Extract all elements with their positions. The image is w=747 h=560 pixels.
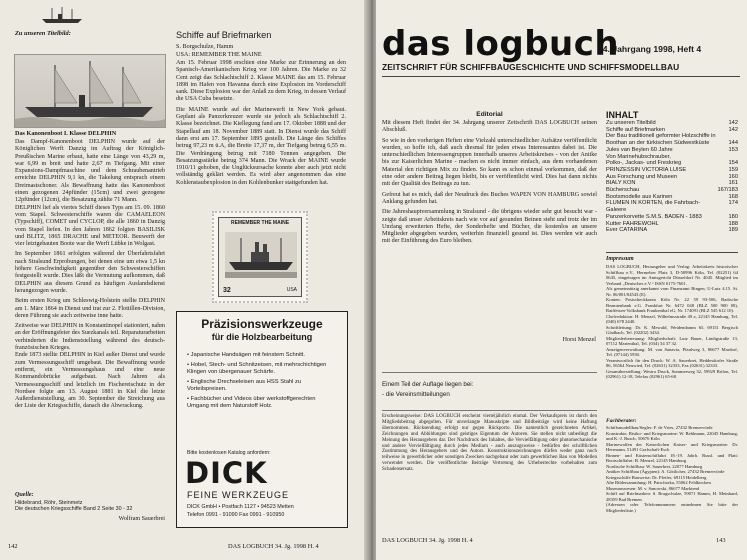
sources-text: Hildebrand, Röhr, Steinmetz Die deutschen Kriegsschiffe Band 2 Seite 30 - 32 xyxy=(15,500,133,513)
ad-bullet: • Englische Drechseleisen aus HSS Stahl zu Vorteilspreisen. xyxy=(187,379,302,392)
toc-entry: Polko-, Jackas- und Freskrieg 154 xyxy=(606,160,738,167)
editorial-title: Editorial xyxy=(476,111,503,118)
ad-phone: Telefon 0991 - 91090 Fax 0991 - 910950 xyxy=(187,512,285,518)
impressum-title: Impressum xyxy=(606,256,634,262)
notes-rule xyxy=(382,372,597,373)
ad-bullets xyxy=(187,352,337,410)
left-page xyxy=(0,0,368,560)
right-footer: DAS LOGBUCH 34. Jg. 1998 H. 4 xyxy=(382,537,473,544)
right-page xyxy=(376,0,747,560)
stamp-value: 32 xyxy=(223,287,231,294)
fachberater-text: Schiffsmodellbau/Segler: F. de Vries, 27432 Bremervörde Konstrukte, Risiko- und Kriegsmarine: W. Behlmann, 22045 Hamburg, und K.-J. Busch, 50676 Köln Marinewaffen der Kaiserlichen Kaiser- und Kriegsmarine: Dr. Herrmann, 51491 Grafschaft-Esch Binnen- und Küstenschiffahrt 18.-19. Jahrh. Russl. und Platt: Bootschiffahrt: B. Menzel, 22145 Hamburg Nordische Schiffbau: W. Sauerbrei, 22077 Hamburg Antiker Schiffbau (Ägypten): A. Göttlicher, 27432 Bremervörde Kriegsschiffe Bauweise: Dr. Pfeifer, 69115 Heidelberg Alte Bildersammlung: H. Patschorka, 55062 Feldkirchen Museumswesen: M. v. Sanowski, 86677 Marktend Schiff auf Briefmarken: S. Borgschulze, 59071 Hamm, H. Meinhard, 28359 Bad Bremen (Adressen oder Telefonnummern entnehmen Sie bitte der Mitgliederliste.) xyxy=(606,425,738,513)
ad-bullet: • Fachbücher und Videos über werkstoffgerechten Umgang mit dem Naturstoff Holz. xyxy=(187,396,316,409)
toc-entry: Von Marinehubschrauber, xyxy=(606,153,671,160)
article-author: Wolfram Sauerbrei xyxy=(118,516,165,522)
magazine-logo: das logbuch xyxy=(382,24,620,64)
editorial-body xyxy=(382,120,597,246)
toc-entry: Der Bau traditionell geformter Holzschiffe in Boothan an der türkischen Südwestküste 144 xyxy=(606,133,738,147)
editorial-paragraph: Mit diesem Heft findet der 34. Jahrgang unserer Zeitschrift DAS LOGBUCH seinen Abschluß. xyxy=(382,120,597,134)
magazine-subtitle: ZEITSCHRIFT FÜR SCHIFFBAUGESCHICHTE UND SCHIFFSMODELLBAU xyxy=(382,62,680,72)
toc-entry: Jules van Beylen 60 Jahre 153 xyxy=(606,146,738,153)
stamp-paragraph: Am 15. Februar 1998 erschien eine Marke zur Erinnerung an den Spanisch-Amerikanischen Krieg vor 100 Jahren. Die Marke zu 32 Cent zeigt das Schlachtschiff 2. Klasse MAINE das am 15. Februar 1898 im Hafen von Havanna durch eine Explosion im Vorderschiff sank. Diese Explosion war der Anlaß zu dem Krieg, in dessen Verlauf die USA Cuba besetzte. xyxy=(176,60,346,103)
section-label: Zu unseren Titelbild: xyxy=(15,30,71,37)
article-paragraph: Beim ersten Krieg um Schleswig-Holstein stellte DELPHIN am 1. März 1864 in Dienst und trat zur 2. Flottillen-Division, deren Führung sie auch zeitweise inne hatte. xyxy=(15,298,165,319)
toc-entry: Kutter FAHREWOHL 188 xyxy=(606,220,738,227)
issue-label: 34. Jahrgang 1998, Heft 4 xyxy=(598,44,702,54)
ad-bullet: • Hobel, Stech- und Schnitzeisen, mit mehrschichtigen Klingen von übergenauer Schärfe. xyxy=(187,362,327,375)
toc-entry: Bootsmodelle aus Karinen 168 xyxy=(606,193,738,200)
stamp-ship-icon xyxy=(225,232,297,278)
left-page-number: 142 xyxy=(8,543,18,550)
article-paragraph: DELPHIN lief als viertes Schiff dieses Typs am 15. 09. 1860 vom Stapel. Schwesterschiffe waren die CAMAELEON (Typschiff), COMET und CYCLOP, die alle 1860 in Danzig vom Stapel liefen. In den Jahren 1862 folgten BASILISK und BLITZ, 1865 DRACHE und METEOR. Beuwerft der vier letztgebauten Boote war die Werft Lübke in Wolgast. xyxy=(15,204,165,248)
toc-entry: PRINZESSIN VICTORIA LUISE 159 xyxy=(606,166,738,173)
stamp-column-subtitle: USA: REMEMBER THE MAINE xyxy=(176,51,262,58)
stamp-column-author: S. Borgschulze, Hamm xyxy=(176,43,234,50)
ad-brand-logo: DICK xyxy=(185,456,268,490)
cover-photo xyxy=(14,54,166,128)
header-rule xyxy=(382,76,740,77)
editorial-paragraph: So wie in den vorherigen Heften eine Vielzahl unterschiedlicher Aufsätze veröffentlicht wurden, so hoffe ich, daß auch diesmal für jeden etwas Interessantes dabei ist. Die unterschiedlichen Interessengruppen innerhalb unseres Arbeitskreises - von der Antike bis zur Kaiserlichen Marine - machen es nicht immer einfach, aus dem vorhandenen Material den richtigen Mix zu finden. So kann es schon einmal vorkommen, daß der eine oder andere Beitrag liegen bleibt, bis er veröffentlicht wird. Dies hat dann nichts mit der Qualität des Beitrags zu tun. xyxy=(382,137,597,188)
toc-entry: FLUMEN IN KORTEN, die Fahrbach-Galeere 174 xyxy=(606,200,738,214)
right-page-number: 143 xyxy=(716,537,726,544)
article-paragraph: Im September 1861 erfolgten während der Überfahrtsfahrt nach Stralsund Erprobungen, bei denen eine um etwa 1,5 kn höhere Geschwindigkeit gegenüber den Schwesterschiffen festgestellt wurde. Dies läßt die Vermutung aufkommen, daß DELPHIN aus diesem Grund zu häufigen Auslandsdienst herangezogen wurde. xyxy=(15,251,165,294)
toc-entry: Bücherschau 167/183 xyxy=(606,187,738,194)
editorial-author: Horst Menzel xyxy=(562,337,596,343)
article-paragraph: Ende 1873 stellte DELPHIN in Kiel außer Dienst und wurde zum Vermessungsschiff umgebaut. Die Bewaffnung wurde entfernt, ein Vermessungshaus und eine neue Kommandobrücke aufgebaut. Nach Jahren als Vermessungsschiff und letztlich im Fischereischutz in der Nordsee folgte am 13. August 1881 in Kiel die letzte Außerdienststellung, am 30. September die Streichung aus der Liste der Kriegsschiffe, danach die Abwrackung. xyxy=(15,352,165,410)
stamp-column-title: Schiffe auf Briefmarken xyxy=(176,30,272,40)
toc-title: INHALT xyxy=(606,110,639,120)
ad-bullet: • Japanische Handsägen mit feinstem Schnitt. xyxy=(187,352,306,358)
stamp-country: USA xyxy=(286,287,297,293)
supplement-notes xyxy=(382,380,597,400)
stamp-paragraph: Die MAINE wurde auf der Marinewerft in New York gebaut. Geplant als Panzerkreuzer wurde sie jedoch als Schlachtschiff 2. Klasse bezeichnet. Die Kiellegung fand am 17. Oktober 1888 und der Stapellauf am 18. November 1889 statt. In Dienst wurde das Schiff dann erst am 17. September 1895 gestellt. Die Länge des Schiffes betrug 97,23 m ü.A, die Breite 17,37 m, der Tiefgang betrug 6,55 m. Die Verdrängung betrug mit 7180 Tonnen angegeben. Die Besatzungsstärke betrug 374 Mann. Die Wrack der MAINE wurde 1910/11 gehoben, die Unglücksursache konnte aber auch jetzt nicht vollständig geklärt werden. Es wird aber angenommen das eine Kohlenstaubexplosion in den Kohlenbunker stattgefunden hat. xyxy=(176,106,346,186)
article-paragraph: Das Dampf-Kanonenboot DELPHIN wurde auf der Königlichen Werft Danzig im Auftrag der Königlich-Preußischen Marine erbaut, hatte eine Länge von 43,29 m, war 6,99 m breit und hatte 2,67 m Tiefgang. Mit einer Expansions-Dampfmaschine und dem Schraubenantrieb erreichte DELPHIN 9,1 kn, die Takelung entsprach einem Dreimastschoner. Als Bewaffnung hatte das Kanonenboot einen gezogenen 24pfünder (15cm) und zwei gezogene 12pfünder (12cm), die Besatzung zählte 71 Mann. xyxy=(15,139,165,204)
left-footer: DAS LOGBUCH 34. Jg. 1998 H. 4 xyxy=(228,543,319,550)
sources-label: Quelle: xyxy=(15,492,34,498)
toc-entry: Panzerkorvette S.M.S. BADEN - 1883 180 xyxy=(606,213,738,220)
ad-headline: Präzisionswerkzeuge xyxy=(201,317,323,331)
toc-entry: Ever CATARINA 189 xyxy=(606,227,738,234)
disclaimer-text: Erscheinungsweise: DAS LOGBUCH erscheint vierteljährlich einmal. Der Verkaufspreis ist durch den Mitgliedsbeitrag abgegolten. Für unverlangte Manuskripte und Bildbeiträge wird keine Haftung übernommen. Rücksendung erfolgt nur gegen Rückporto. Die namentlich gezeichneten Artikel, Zeichnungen und Abbildungen sind geistiges Eigentum der Autoren. Sie stellen nicht unbedingt die Meinung des Herausgebers dar. Der Nachdruck des Inhaltes, die Vervielfältigung oder photomechanische und andere Vervielfältigung durch jedes Medium - auch auszugsweise - bedürfen der schriftlichen Zustimmung des Herausgebers und des Autors. Konstruktionszeichnungen dürfen weder ganz noch teilweise in gewerblicher oder sonstigen Zwecken nachgebaut oder zum gewerblichen Bau von Modellen verwendet werden. Die veröffentlichte Beiträge Vertretung des Urheberrechte vorbehalten zum Schadensersatz. xyxy=(382,414,597,473)
editorial-paragraph: Die Jahreshauptversammlung in Stralsund - die übrigens wieder sehr gut besucht war - zeigte daß unser Arbeitskreis nach wie vor auf gesunden Beinen steht und trotz der im Umfang erweiterten Hefte, der Sonderhefte und Bücher, die kostenlos an unsere Mitglieder abgegeben wurden, weiterhin finanziell gesund ist. Dies werden wir auch mit der Einführung des Euro bleiben. xyxy=(382,209,597,245)
disclaimer-rule xyxy=(382,410,597,411)
impressum-text: DAS LOGBUCH, Herausgeber und Verlag: Arbeitskreis historischer Schiffbau e.V., Hermelser Platz 3, D-50996 Köln, Tel. (02251) 64 0645, eingetragen im Amtsgericht Düsseldorf Nr. 4045. Mitglied im Verband „Deutsches e.V.“ ISSN 0175-7601. Als gemeinnützig anerkannt vom Finanzamt Bingen, U-Lutz 4.15. St. Nr. 06/001/04543 (E). Konten: Postscheckkonto Köln Nr. 22 59 93-506, Badische Beamtenbank e.G. Frankfurt Nr. 6472 048 (BLZ 500 900 00), Raiffeisen-Volksbank Frankenthal eG, Nr. 174091 (BLZ 545 612 10). Chefredaktion: H. Menzel, Wilhelmsstraße 49 a, 22145 Hamburg, Tel. (040) 678 2440. Schriftleitung: Dr. K. Mewald, Weidendamm 65, 69151 Bergisch Gladbach, Tel. (02202) 3434. Mitgliederbetreuung: Mitgliedschaft: Lutz Bauer, Lindigstraße 13, 07112 Marienthal, Tel. (034) 34 37 32. Anzeigenverwaltung: M. von Sanavia, Pfaulweg 3, 86677 Mardorf, Tel. (07144) 5930. Verantwortlich für den Druck: W. A. Sauerbrei, Heddesdorfer Straße 86, 56564 Neuwied, Tel. (02631) 32333, Fax (02631) 32333. Gesamtherstellung: Westra Druck, Sommerweg 32, 59929 Brilon, Tel. (02961) 12-18, Telefax (02961) 65-68. xyxy=(606,264,738,379)
stamp-caption: REMEMBER THE MAINE xyxy=(230,220,290,226)
supplement-note: - die Vereinsmitteilungen xyxy=(382,391,450,398)
article-body xyxy=(15,139,165,411)
dick-tools-ad xyxy=(176,311,348,528)
toc-entry: Schiffe auf Briefmarken 142 xyxy=(606,126,738,133)
gunboat-illustration xyxy=(15,55,165,127)
article-paragraph: Zeitweise war DELPHIN in Konstantinopel stationiert, nahm an der Eröffnungsfeier des Suezkanals teil. Reparaturarbeiten verhinderten die Indienststellung während des deutsch-französischen Krieges. xyxy=(15,323,165,352)
toc-rule xyxy=(606,252,738,253)
stamp-column-body xyxy=(176,60,346,187)
toc-entry: Zu unseren Titelbild 142 xyxy=(606,120,738,126)
toc-list xyxy=(606,120,738,234)
toc-entry: Aus Forschung und Museen 160 xyxy=(606,173,738,180)
supplement-note: Einem Teil der Auflage liegen bei: xyxy=(382,381,474,388)
caption-title: Das Kanonenboot I. Klasse DELPHIN xyxy=(15,130,117,137)
fachberater-title: Fachberater: xyxy=(606,418,637,424)
ad-address: DICK GmbH • Postfach 1127 • 94523 Metten xyxy=(187,504,294,510)
ship-icon xyxy=(40,6,86,24)
ad-subheadline: für die Holzbearbeitung xyxy=(211,332,313,342)
editorial-paragraph: Gefreut hat es mich, daß der Neudruck des Buches WAPEN VON HAMBURG sowiel Anklang gefunden hat. xyxy=(382,191,597,205)
toc-entry: BIALY KON 161 xyxy=(606,180,738,187)
ad-catalog-note: Bitte kostenlosen Katalog anfordern: xyxy=(187,450,271,456)
ad-brand-sub: FEINE WERKZEUGE xyxy=(187,490,290,500)
maine-stamp xyxy=(212,211,308,303)
